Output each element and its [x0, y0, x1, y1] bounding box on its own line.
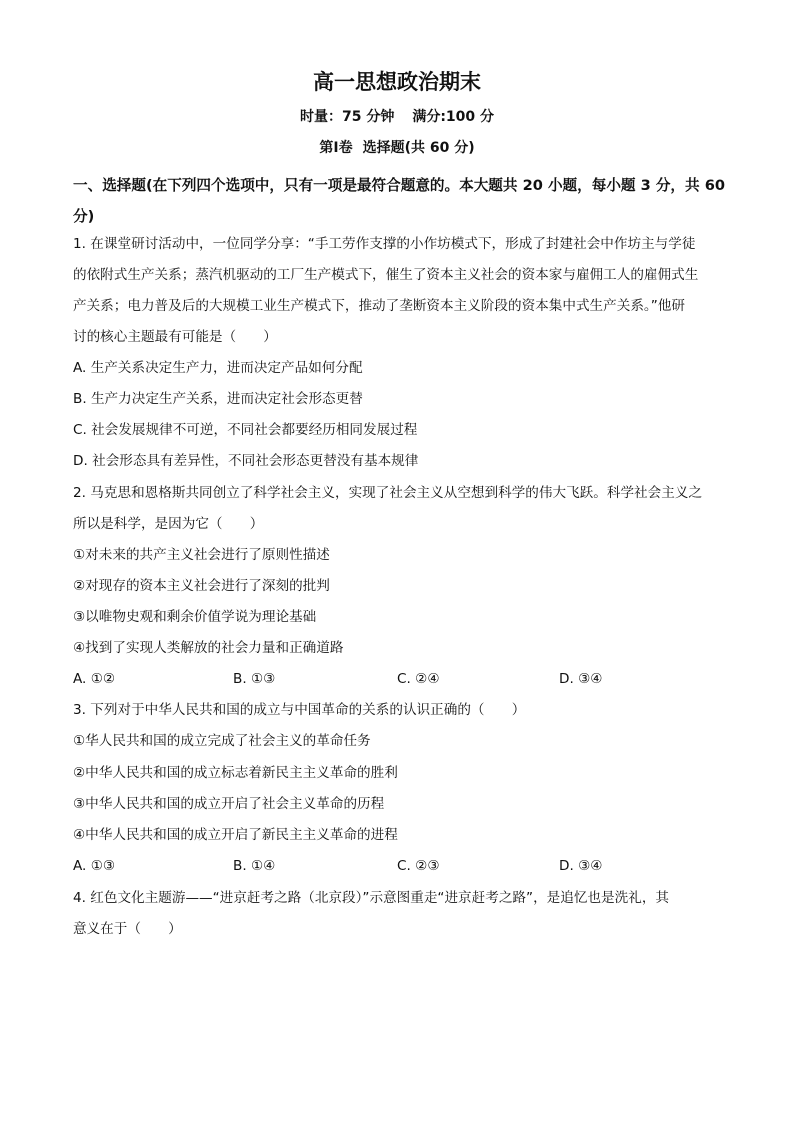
time-label: 时量：75 分钟: [299, 109, 395, 125]
q3-item-2: ②中华人民共和国的成立标志着新民主主义革命的胜利: [73, 765, 398, 781]
q2-option-a[interactable]: A. ①②: [73, 671, 116, 687]
q2-item-2: ②对现存的资本主义社会进行了深刻的批判: [73, 578, 330, 594]
q3-item-3: ③中华人民共和国的成立开启了社会主义革命的历程: [73, 796, 385, 812]
q4-stem-line-1: 4. 红色文化主题游——“进京赶考之路（北京段）”示意图重走“进京赶考之路”，是追忆也是洗礼，其: [73, 890, 670, 906]
exam-title: 高一思想政治期末: [313, 70, 481, 94]
q3-option-a[interactable]: A. ①③: [73, 858, 116, 874]
q2-option-d[interactable]: D. ③④: [559, 671, 603, 687]
part-title: 选择题(共 60 分): [362, 140, 475, 156]
q3-option-b[interactable]: B. ①④: [233, 858, 276, 874]
q1-option-b[interactable]: B. 生产力决定生产关系，进而决定社会形态更替: [73, 391, 363, 407]
section-heading: 一、选择题(在下列四个选项中，只有一项是最符合题意的。本大题共 20 小题，每小题 3 分，共 60 分): [73, 177, 726, 225]
q3-option-d[interactable]: D. ③④: [559, 858, 603, 874]
q1-option-c[interactable]: C. 社会发展规律不可逆，不同社会都要经历相同发展过程: [73, 422, 418, 438]
q1-option-d[interactable]: D. 社会形态具有差异性，不同社会形态更替没有基本规律: [73, 453, 419, 469]
q1-stem-line-2: 的依附式生产关系；蒸汽机驱动的工厂生产模式下，催生了资本主义社会的资本家与雇佣工人的雇佣式生: [73, 267, 699, 283]
q2-option-c[interactable]: C. ②④: [397, 671, 440, 687]
q3-option-c[interactable]: C. ②③: [397, 858, 440, 874]
q2-item-4: ④找到了实现人类解放的社会力量和正确道路: [73, 640, 344, 656]
q3-item-1: ①华人民共和国的成立完成了社会主义的革命任务: [73, 733, 371, 749]
q1-stem-line-4: 讨的核心主题最有可能是（ ）: [73, 329, 277, 345]
q2-stem-line-1: 2. 马克思和恩格斯共同创立了科学社会主义，实现了社会主义从空想到科学的伟大飞跃。科学社会主义之: [73, 485, 703, 501]
part-heading: [0, 137, 794, 159]
exam-meta: [0, 106, 794, 128]
q1-option-a[interactable]: A. 生产关系决定生产力，进而决定产品如何分配: [73, 360, 363, 376]
q1-stem-line-3: 产关系；电力普及后的大规模工业生产模式下，推动了垄断资本主义阶段的资本集中式生产关系。”他研: [73, 298, 685, 314]
q2-stem-line-2: 所以是科学，是因为它（ ）: [73, 516, 264, 532]
score-label: 满分:100 分: [412, 109, 495, 125]
q2-option-b[interactable]: B. ①③: [233, 671, 276, 687]
q2-item-1: ①对未来的共产主义社会进行了原则性描述: [73, 547, 330, 563]
q1-stem-line-1: 1. 在课堂研讨活动中，一位同学分享：“手工劳作支撑的小作坊模式下，形成了封建社会中作坊主与学徒: [73, 236, 696, 252]
q3-item-4: ④中华人民共和国的成立开启了新民主主义革命的进程: [73, 827, 398, 843]
q2-item-3: ③以唯物史观和剩余价值学说为理论基础: [73, 609, 317, 625]
q4-stem-line-2: 意义在于（ ）: [73, 921, 182, 937]
part-label: 第Ⅰ卷: [319, 140, 353, 156]
q3-stem-line-1: 3. 下列对于中华人民共和国的成立与中国革命的关系的认识正确的（ ）: [73, 702, 526, 718]
